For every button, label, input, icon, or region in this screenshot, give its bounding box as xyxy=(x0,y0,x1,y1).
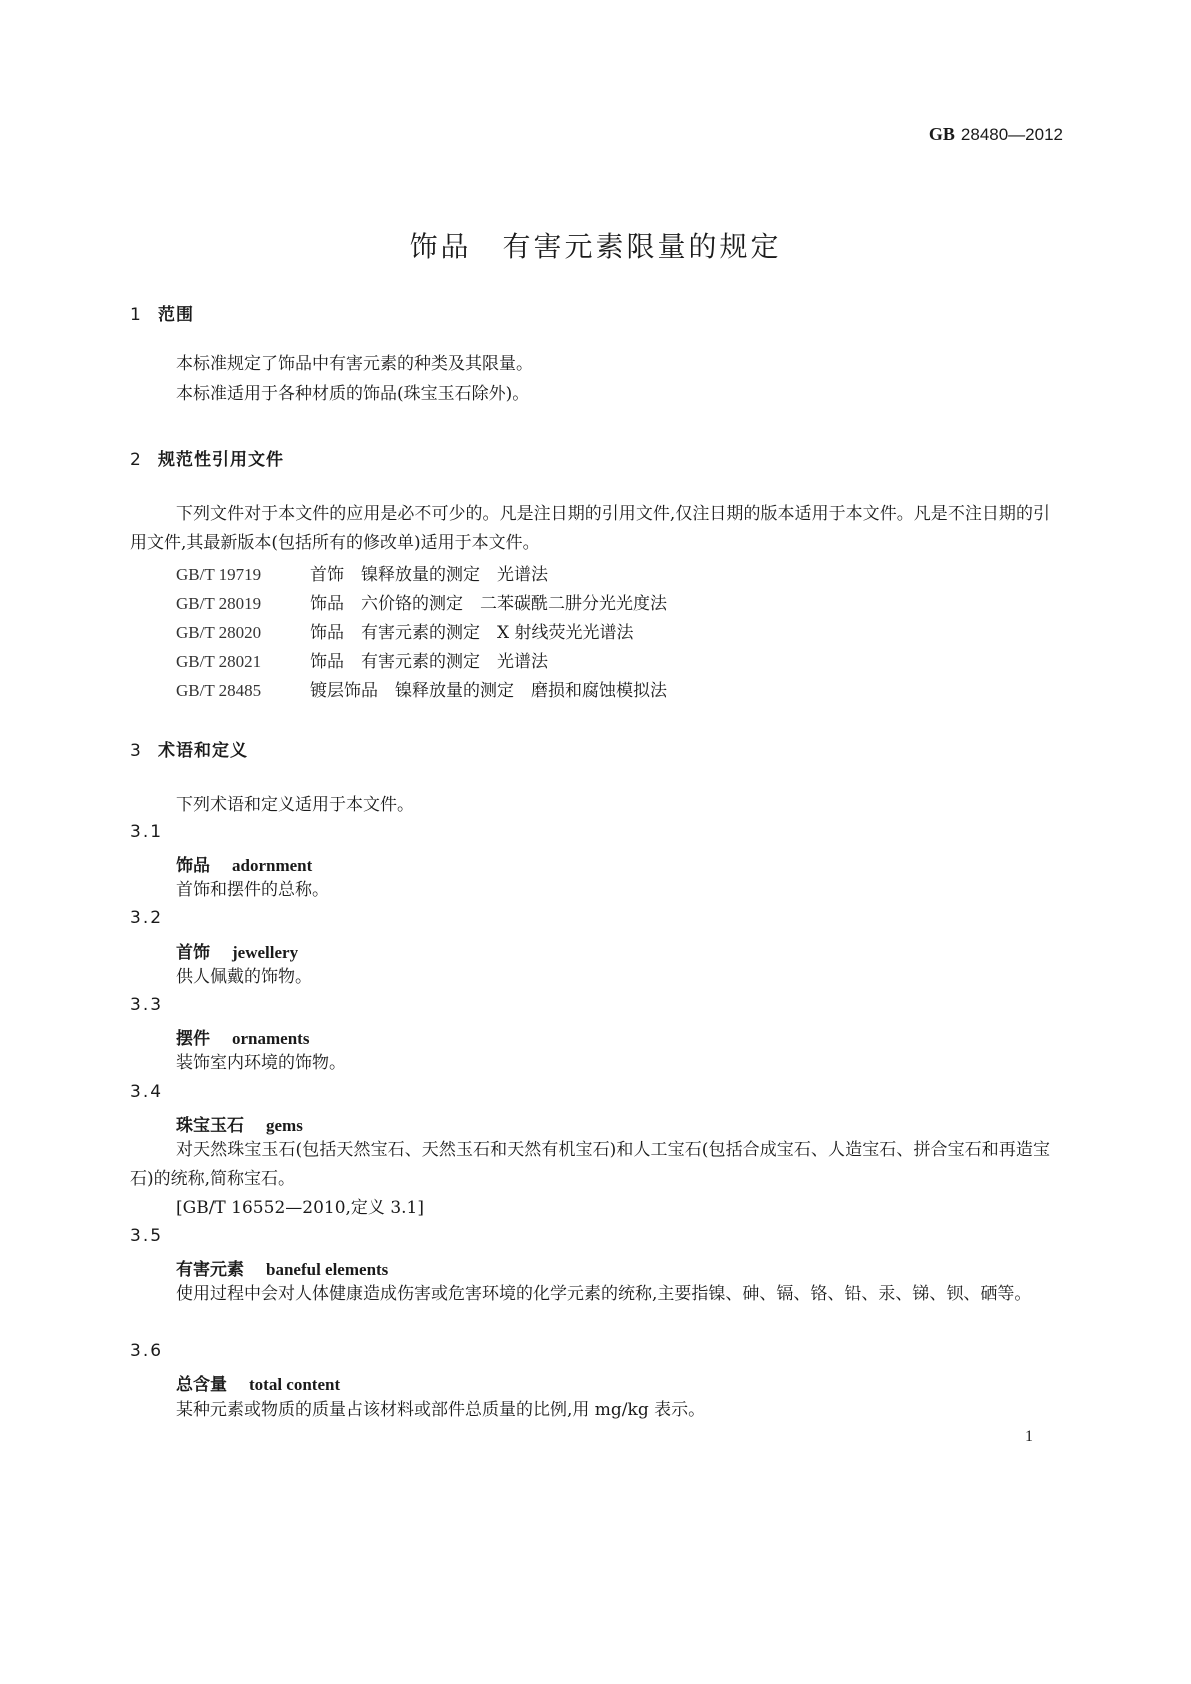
section-number: 3 xyxy=(130,741,142,761)
reference-code: GB/T 19719 xyxy=(176,565,262,584)
term-zh: 珠宝玉石 xyxy=(176,1116,244,1136)
standard-prefix: GB xyxy=(928,124,955,144)
reference-item xyxy=(176,676,667,701)
section-heading-terms xyxy=(130,736,248,761)
term-en: baneful elements xyxy=(266,1260,389,1279)
standard-code: 28480—2012 xyxy=(960,125,1063,144)
term-number: 3.2 xyxy=(130,908,164,928)
term-definition: 某种元素或物质的质量占该材料或部件总质量的比例,用 mg/kg 表示。 xyxy=(176,1400,706,1420)
term-definition: 装饰室内环境的饰物。 xyxy=(176,1053,346,1073)
paragraph: 本标准适用于各种材质的饰品(珠宝玉石除外)。 xyxy=(176,384,530,404)
term-zh: 首饰 xyxy=(176,943,210,963)
term-definition: 供人佩戴的饰物。 xyxy=(176,967,312,987)
section-title: 范围 xyxy=(158,305,194,325)
section-title: 规范性引用文件 xyxy=(158,450,284,470)
term-zh: 摆件 xyxy=(176,1029,210,1049)
paragraph: 下列文件对于本文件的应用是必不可少的。凡是注日期的引用文件,仅注日期的版本适用于本文件。凡是不注日期的引用文件,其最新版本(包括所有的修改单)适用于本文件。 xyxy=(130,504,1050,553)
reference-item xyxy=(176,618,634,643)
reference-code: GB/T 28020 xyxy=(176,623,262,642)
term-en: total content xyxy=(249,1375,341,1394)
reference-title: 饰品 有害元素的测定 X 射线荧光光谱法 xyxy=(310,623,634,643)
term-number: 3.3 xyxy=(130,995,164,1015)
reference-item xyxy=(176,560,548,585)
section-heading-normative-references xyxy=(130,445,284,470)
reference-title: 饰品 有害元素的测定 光谱法 xyxy=(310,652,548,672)
term-en: ornaments xyxy=(232,1029,310,1048)
term-en: jewellery xyxy=(232,943,299,962)
term-en: adornment xyxy=(232,856,313,875)
term-heading xyxy=(176,1370,340,1395)
term-heading xyxy=(176,938,298,963)
term-zh: 饰品 xyxy=(176,856,210,876)
page-title: 饰品 有害元素限量的规定 xyxy=(409,230,782,263)
term-en: gems xyxy=(266,1116,303,1135)
reference-title: 镀层饰品 镍释放量的测定 磨损和腐蚀模拟法 xyxy=(310,681,667,701)
term-heading xyxy=(176,1111,303,1136)
reference-title: 首饰 镍释放量的测定 光谱法 xyxy=(310,565,548,585)
reference-item xyxy=(176,647,548,672)
term-definition: 对天然珠宝玉石(包括天然宝石、天然玉石和天然有机宝石)和人工宝石(包括合成宝石、人造宝石、拼合宝石和再造宝石)的统称,简称宝石。 xyxy=(130,1140,1050,1189)
term-number: 3.5 xyxy=(130,1226,164,1246)
term-heading xyxy=(176,851,312,876)
reference-code: GB/T 28021 xyxy=(176,652,262,671)
reference-code: GB/T 28019 xyxy=(176,594,262,613)
term-heading xyxy=(176,1024,309,1049)
term-number: 3.6 xyxy=(130,1341,164,1361)
reference-item xyxy=(176,589,667,614)
reference-title: 饰品 六价铬的测定 二苯碳酰二肼分光光度法 xyxy=(310,594,667,614)
term-heading xyxy=(176,1255,388,1280)
term-zh: 有害元素 xyxy=(176,1260,244,1280)
section-title: 术语和定义 xyxy=(158,741,248,761)
section-number: 2 xyxy=(130,450,142,470)
paragraph: 本标准规定了饰品中有害元素的种类及其限量。 xyxy=(176,354,533,374)
reference-code: GB/T 28485 xyxy=(176,681,262,700)
section-number: 1 xyxy=(130,305,142,325)
term-source: [GB/T 16552—2010,定义 3.1] xyxy=(176,1198,424,1218)
term-number: 3.4 xyxy=(130,1082,164,1102)
term-definition: 首饰和摆件的总称。 xyxy=(176,880,329,900)
standard-number xyxy=(929,124,1063,145)
term-definition: 使用过程中会对人体健康造成伤害或危害环境的化学元素的统称,主要指镍、砷、镉、铬、铅、汞、锑、钡、硒等。 xyxy=(176,1284,1032,1304)
term-zh: 总含量 xyxy=(176,1375,227,1395)
page-number: 1 xyxy=(1025,1428,1033,1445)
paragraph: 下列术语和定义适用于本文件。 xyxy=(176,795,414,815)
section-heading-scope xyxy=(130,300,194,325)
term-number: 3.1 xyxy=(130,822,164,842)
